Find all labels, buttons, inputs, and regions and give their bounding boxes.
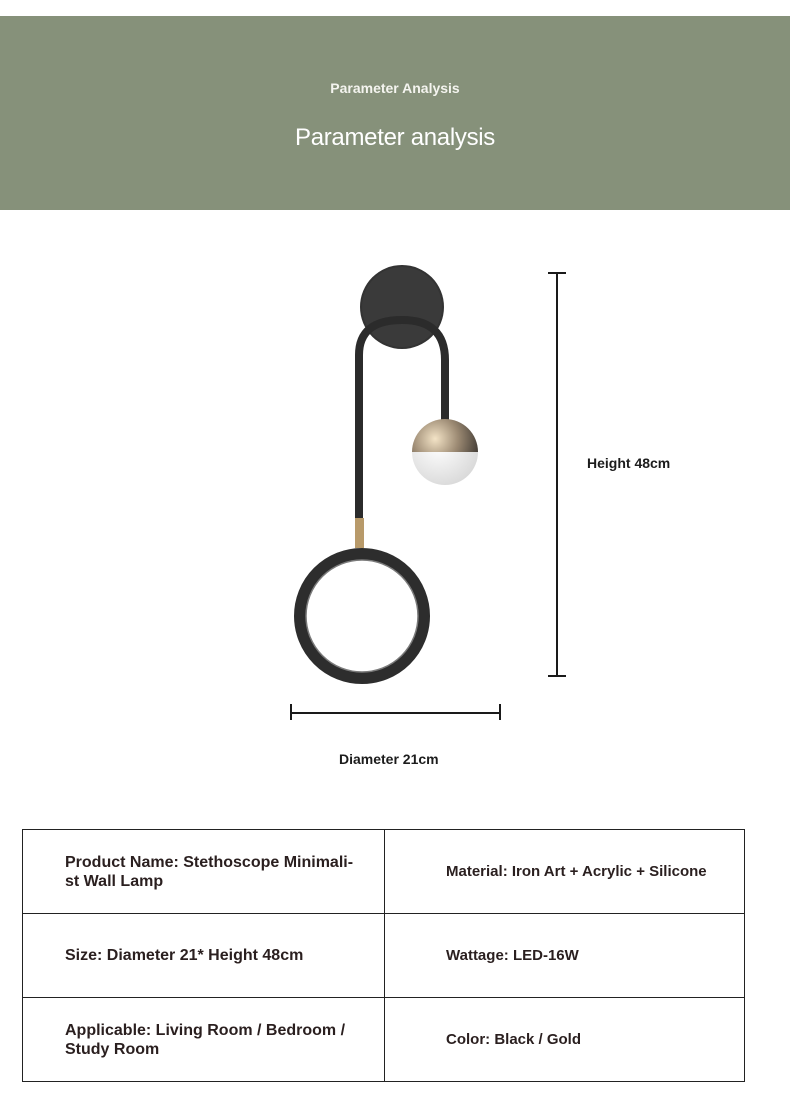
spec-table [22, 829, 745, 1082]
diameter-dim-right-tick [499, 704, 501, 720]
height-dim-bottom-tick [548, 675, 566, 677]
header-title: Parameter analysis [294, 124, 496, 151]
spec-applicable: Applicable: Living Room / Bedroom / Study Room [23, 998, 385, 1082]
table-row [23, 998, 745, 1082]
diameter-dim-line [290, 712, 501, 714]
spec-product-name: Product Name: Stethoscope Minimali-st Wall Lamp [23, 830, 385, 914]
table-row [23, 914, 745, 998]
header-banner [0, 16, 790, 210]
height-dim-line [556, 272, 558, 675]
table-row [23, 830, 745, 914]
gold-connector [355, 518, 364, 548]
height-label: Height 48cm [587, 455, 671, 471]
spec-color: Color: Black / Gold [385, 998, 745, 1082]
spec-material: Material: Iron Art + Acrylic + Silicone [385, 830, 745, 914]
lamp-illustration [280, 260, 520, 690]
header-subtitle: Parameter Analysis [330, 80, 460, 96]
spec-size: Size: Diameter 21* Height 48cm [23, 914, 385, 998]
diameter-label: Diameter 21cm [339, 751, 439, 767]
lamp-ring [300, 554, 424, 678]
spec-wattage: Wattage: LED-16W [385, 914, 745, 998]
